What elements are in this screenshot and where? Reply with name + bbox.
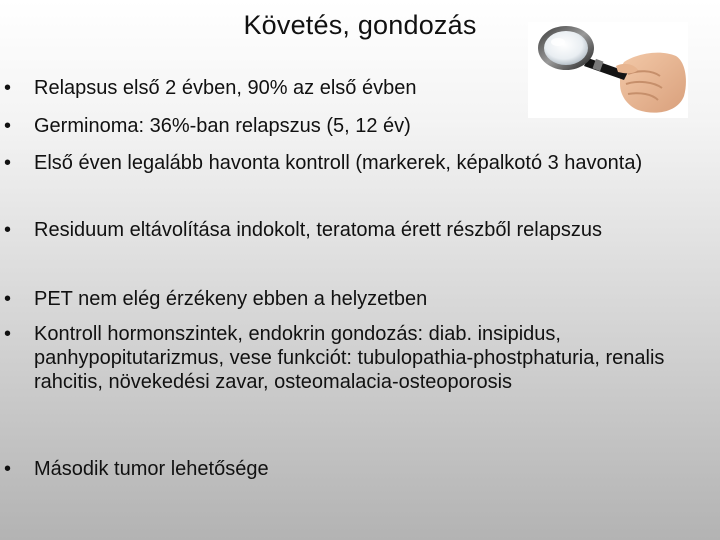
bullet-item <box>0 457 674 481</box>
bullet-dot: • <box>4 288 12 310</box>
bullet-dot: • <box>4 323 12 345</box>
bullet-text: PET nem elég érzékeny ebben a helyzetben <box>34 288 428 310</box>
bullet-item <box>0 151 674 175</box>
bullet-dot: • <box>4 219 12 241</box>
bullet-text: Kontroll hormonszintek, endokrin gondozás: diab. insipidus, panhypopitutarizmus, vese funkciót: tubulopathia-phostphaturia, renalis rahcitis, növekedési zavar, osteomalacia-osteoporosis <box>34 323 665 393</box>
magnifying-glass-hand-icon <box>528 22 688 118</box>
bullet-text: Relapsus első 2 évben, 90% az első évben <box>34 77 417 99</box>
bullet-text: Residuum eltávolítása indokolt, teratoma érett részből relapszus <box>34 219 603 241</box>
bullet-dot: • <box>4 77 12 99</box>
bullet-item <box>0 287 674 311</box>
bullet-item <box>0 322 694 394</box>
bullet-item <box>0 114 411 138</box>
slide-title: Követés, gondozás <box>243 10 477 40</box>
bullet-text: Második tumor lehetősége <box>34 458 269 480</box>
bullet-dot: • <box>4 115 12 137</box>
bullet-text: Első éven legalább havonta kontroll (markerek, képalkotó 3 havonta) <box>34 152 643 174</box>
bullet-dot: • <box>4 152 12 174</box>
bullet-dot: • <box>4 458 12 480</box>
bullet-item <box>0 76 416 100</box>
bullet-text: Germinoma: 36%-ban relapszus (5, 12 év) <box>34 115 411 137</box>
bullet-item <box>0 218 674 242</box>
